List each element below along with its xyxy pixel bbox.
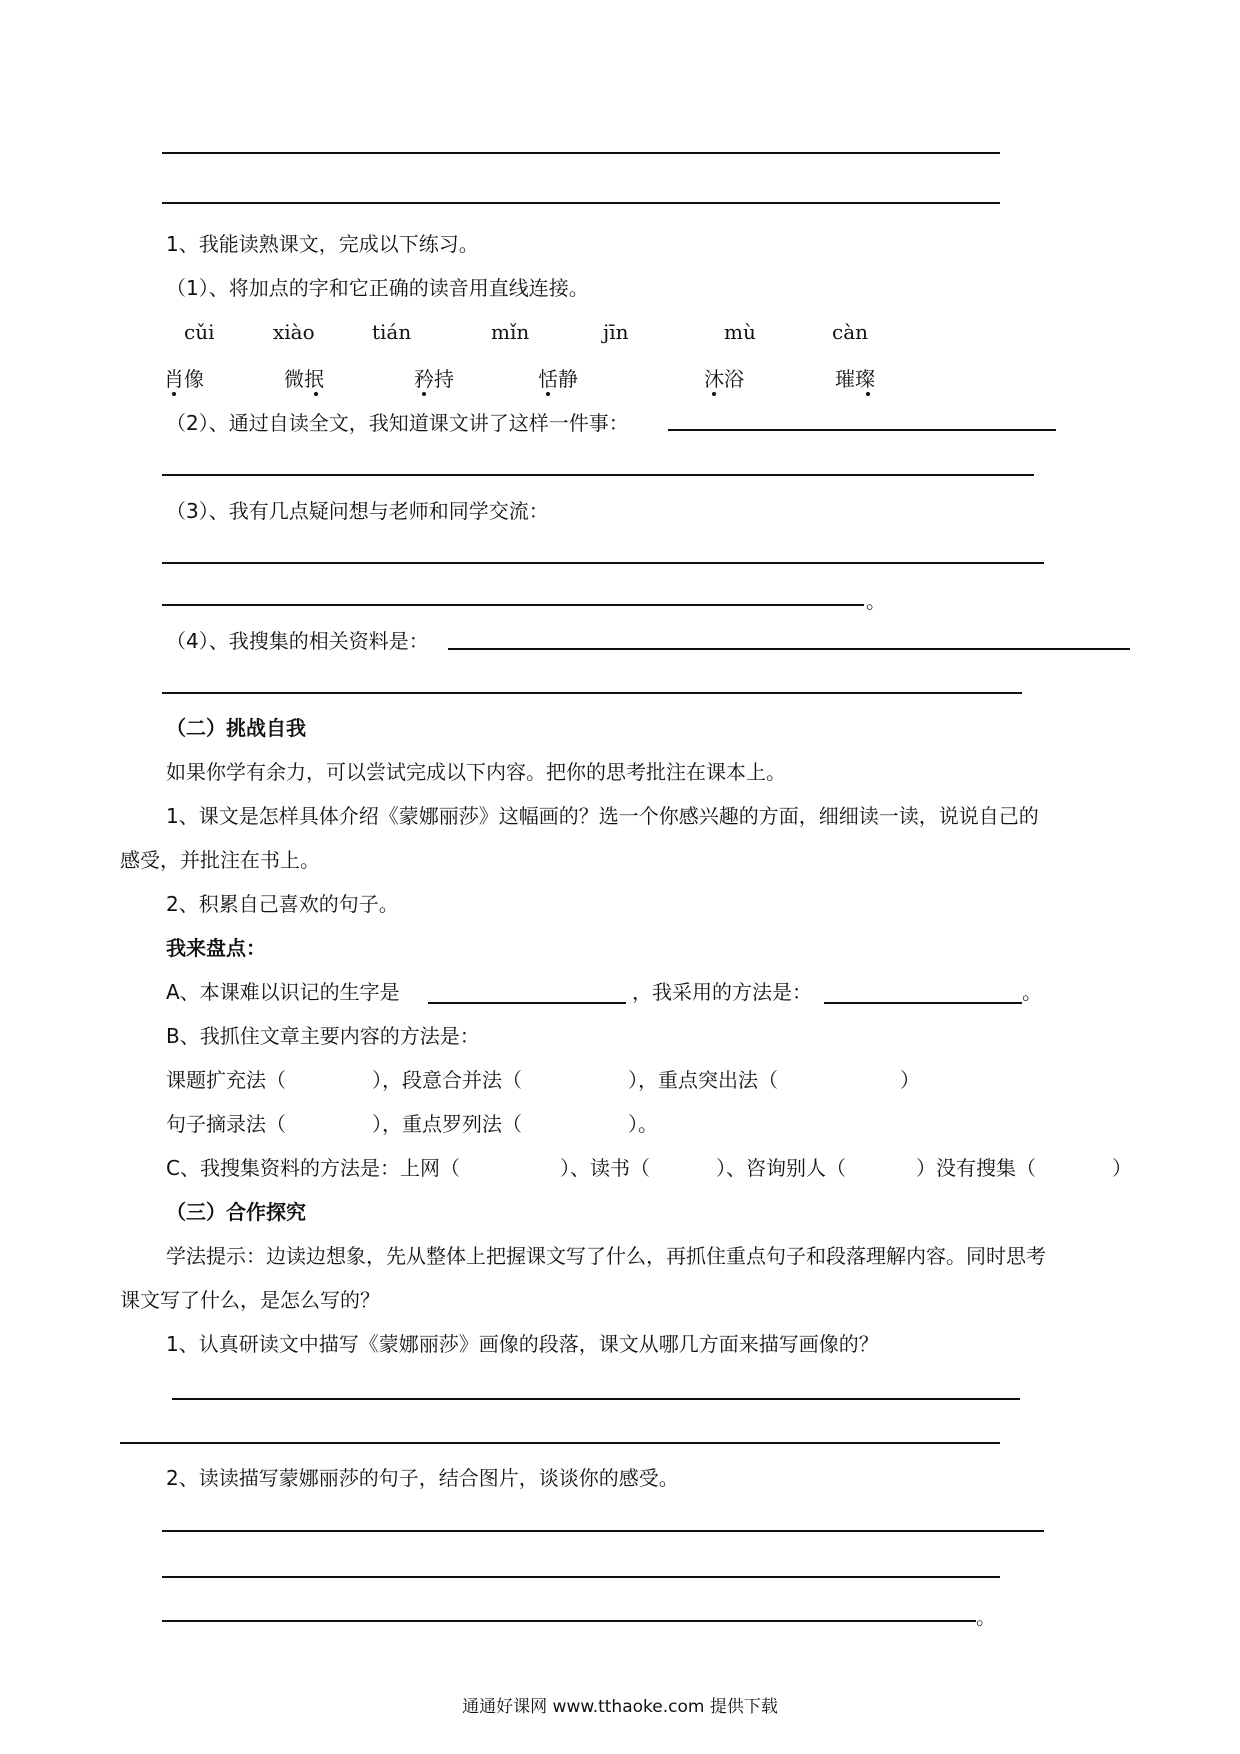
paren-close: ）。 <box>628 1112 658 1136</box>
question-1: 1、我能读熟课文，完成以下练习。 <box>166 232 479 256</box>
method-list: ），重点罗列法（ <box>372 1112 522 1136</box>
answer-line[interactable] <box>668 429 1056 431</box>
answer-line[interactable] <box>172 1398 1020 1400</box>
pinyin-can: càn <box>832 320 869 344</box>
pinyin-jin: jīn <box>603 320 629 344</box>
section-heading-challenge: （二）挑战自我 <box>166 716 306 740</box>
emphasis-dot <box>712 392 716 396</box>
emphasis-dot <box>172 392 176 396</box>
word-jinchi: 矜持 <box>414 367 454 391</box>
emphasis-dot <box>546 392 550 396</box>
word-tianjing: 恬静 <box>538 367 578 391</box>
pinyin-min: mǐn <box>491 320 530 344</box>
item-a: A、本课难以识记的生字是 <box>166 980 400 1004</box>
method-none: ）没有搜集（ <box>916 1156 1036 1180</box>
period-mark: 。 <box>976 1605 996 1629</box>
section-heading-cooperate: （三）合作探究 <box>166 1200 306 1224</box>
method-read: ）、读书（ <box>560 1156 650 1180</box>
answer-line[interactable] <box>162 474 1034 476</box>
study-tip-cont: 课文写了什么，是怎么写的？ <box>120 1288 380 1312</box>
word-xiaoxiang: 肖像 <box>164 367 204 391</box>
word-muyu: 沐浴 <box>704 367 744 391</box>
item-c: C、我搜集资料的方法是：上网（ <box>166 1156 460 1180</box>
word-weimin: 微抿 <box>284 367 324 391</box>
question-2-1: 1、课文是怎样具体介绍《蒙娜丽莎》这幅画的？选一个你感兴趣的方面，细细读一读，说说自己的 <box>166 804 1039 828</box>
page-footer: 通通好课网 www.tthaoke.com 提供下载 <box>462 1697 778 1717</box>
period-mark: 。 <box>866 589 886 613</box>
answer-line[interactable] <box>448 648 1130 650</box>
answer-line[interactable] <box>162 692 1022 694</box>
study-tip: 学法提示：边读边想象，先从整体上把握课文写了什么，再抓住重点句子和段落理解内容。同时思考 <box>166 1244 1046 1268</box>
method-excerpt: 句子摘录法（ <box>166 1112 286 1136</box>
question-1-4: （4）、我搜集的相关资料是： <box>166 629 429 653</box>
emphasis-dot <box>866 392 870 396</box>
answer-line[interactable] <box>162 604 864 606</box>
section-intro: 如果你学有余力，可以尝试完成以下内容。把你的思考批注在课本上。 <box>166 760 786 784</box>
paren-close: ） <box>900 1068 920 1092</box>
answer-line[interactable] <box>120 1442 1000 1444</box>
answer-line[interactable] <box>162 1530 1044 1532</box>
answer-line[interactable] <box>162 152 1000 154</box>
pinyin-cui: cǔi <box>184 320 215 344</box>
pinyin-tian: tián <box>372 320 412 344</box>
answer-line[interactable] <box>162 562 1044 564</box>
question-1-1: （1）、将加点的字和它正确的读音用直线连接。 <box>166 276 589 300</box>
question-2-2: 2、积累自己喜欢的句子。 <box>166 892 399 916</box>
summary-label: 我来盘点： <box>166 936 266 960</box>
answer-line[interactable] <box>162 1620 976 1622</box>
item-a-method: ，我采用的方法是： <box>632 980 812 1004</box>
pinyin-mu: mù <box>724 320 756 344</box>
method-merge: ），段意合并法（ <box>372 1068 522 1092</box>
question-3-2: 2、读读描写蒙娜丽莎的句子，结合图片，谈谈你的感受。 <box>166 1466 679 1490</box>
emphasis-dot <box>422 392 426 396</box>
question-1-2: （2）、通过自读全文，我知道课文讲了这样一件事： <box>166 411 629 435</box>
question-3-1: 1、认真研读文中描写《蒙娜丽莎》画像的段落，课文从哪几方面来描写画像的？ <box>166 1332 879 1356</box>
emphasis-dot <box>314 392 318 396</box>
pinyin-xiao: xiào <box>273 320 315 344</box>
question-2-1-cont: 感受，并批注在书上。 <box>120 848 320 872</box>
answer-line[interactable] <box>824 1002 1022 1004</box>
period-mark: 。 <box>1022 980 1042 1004</box>
answer-line[interactable] <box>428 1002 626 1004</box>
item-b: B、我抓住文章主要内容的方法是： <box>166 1024 480 1048</box>
answer-line[interactable] <box>162 202 1000 204</box>
paren-close: ） <box>1112 1156 1132 1180</box>
word-cuican: 璀璨 <box>835 367 875 391</box>
answer-line[interactable] <box>162 1576 1000 1578</box>
method-title-expand: 课题扩充法（ <box>166 1068 286 1092</box>
method-highlight: ），重点突出法（ <box>628 1068 778 1092</box>
method-ask: ）、咨询别人（ <box>716 1156 846 1180</box>
question-1-3: （3）、我有几点疑问想与老师和同学交流： <box>166 499 549 523</box>
